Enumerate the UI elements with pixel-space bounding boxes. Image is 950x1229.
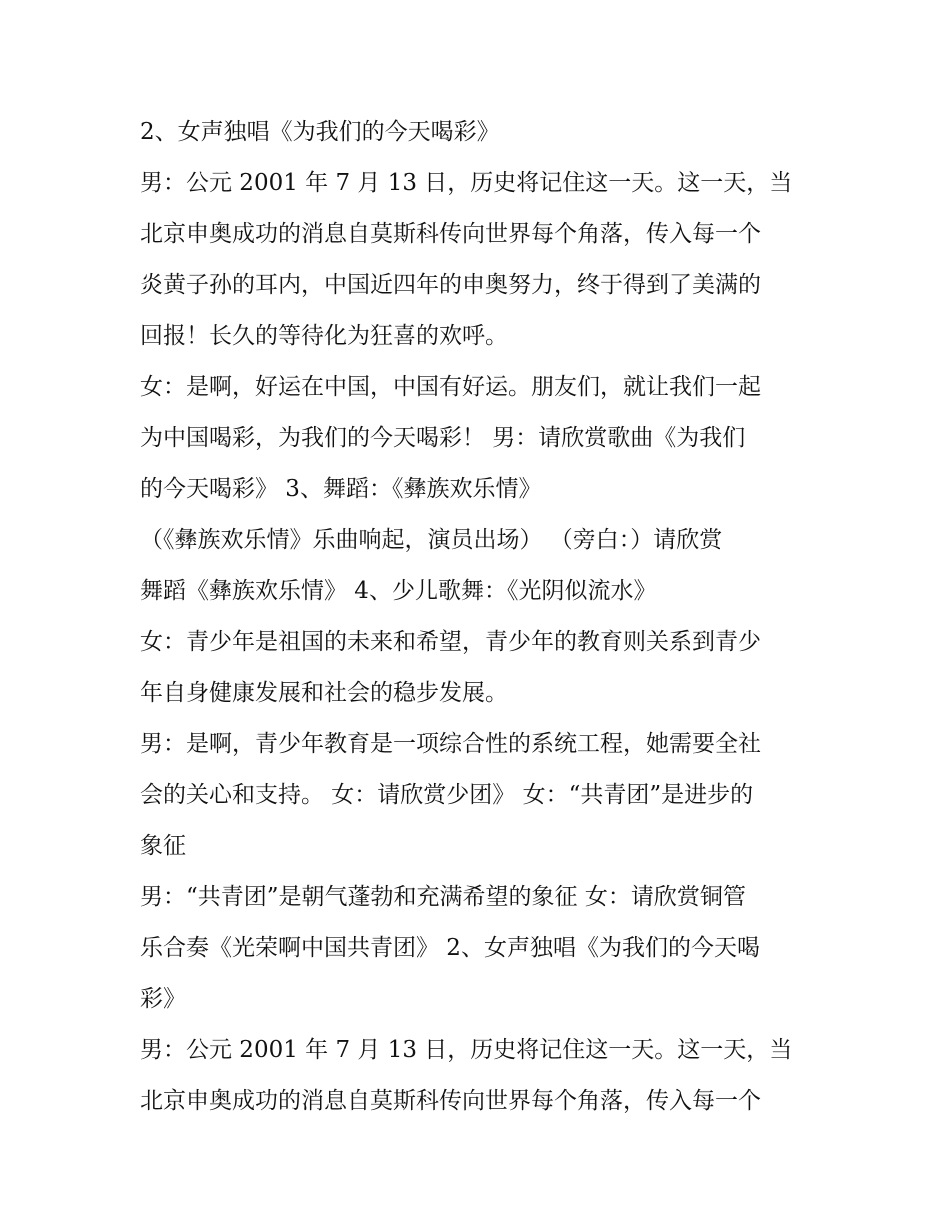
text-line-16: 男：“共青团”是朝气蓬勃和充满希望的象征 女：请欣赏铜管 <box>140 884 746 910</box>
text-line-5: 回报！长久的等待化为狂喜的欢呼。 <box>140 323 508 349</box>
text-line-20: 北京申奥成功的消息自莫斯科传向世界每个角落，传入每一个 <box>140 1088 761 1114</box>
text-line-15: 象征 <box>140 833 186 859</box>
text-line-19: 男：公元 2001 年 7 月 13 日，历史将记住这一天。这一天，当 <box>140 1037 793 1063</box>
text-line-4: 炎黄子孙的耳内，中国近四年的申奥努力，终于得到了美满的 <box>140 272 761 298</box>
text-line-12: 年自身健康发展和社会的稳步发展。 <box>140 680 508 706</box>
text-line-7: 为中国喝彩，为我们的今天喝彩！ 男：请欣赏歌曲《为我们 <box>140 425 746 451</box>
text-line-9: （《彝族欢乐情》乐曲响起，演员出场） （旁白：）请欣赏 <box>140 527 723 553</box>
text-line-8: 的今天喝彩》 3、舞蹈：《彝族欢乐情》 <box>140 476 542 502</box>
text-line-17: 乐合奏《光荣啊中国共青团》 2、女声独唱《为我们的今天喝 <box>140 935 760 961</box>
document-body <box>140 107 820 1127</box>
text-line-11: 女：青少年是祖国的未来和希望，青少年的教育则关系到青少 <box>140 629 761 655</box>
text-line-18: 彩》 <box>140 986 186 1012</box>
text-line-3: 北京申奥成功的消息自莫斯科传向世界每个角落，传入每一个 <box>140 221 761 247</box>
text-line-10: 舞蹈《彝族欢乐情》 4、少儿歌舞：《光阴似流水》 <box>140 578 657 604</box>
text-line-13: 男：是啊，青少年教育是一项综合性的系统工程，她需要全社 <box>140 731 761 757</box>
text-line-6: 女：是啊，好运在中国，中国有好运。朋友们，就让我们一起 <box>140 374 761 400</box>
text-line-14: 会的关心和支持。 女：请欣赏少团》 女：“共青团”是进步的 <box>140 782 754 808</box>
text-line-2: 男：公元 2001 年 7 月 13 日，历史将记住这一天。这一天，当 <box>140 170 793 196</box>
text-line-1: 2、女声独唱《为我们的今天喝彩》 <box>140 119 500 145</box>
